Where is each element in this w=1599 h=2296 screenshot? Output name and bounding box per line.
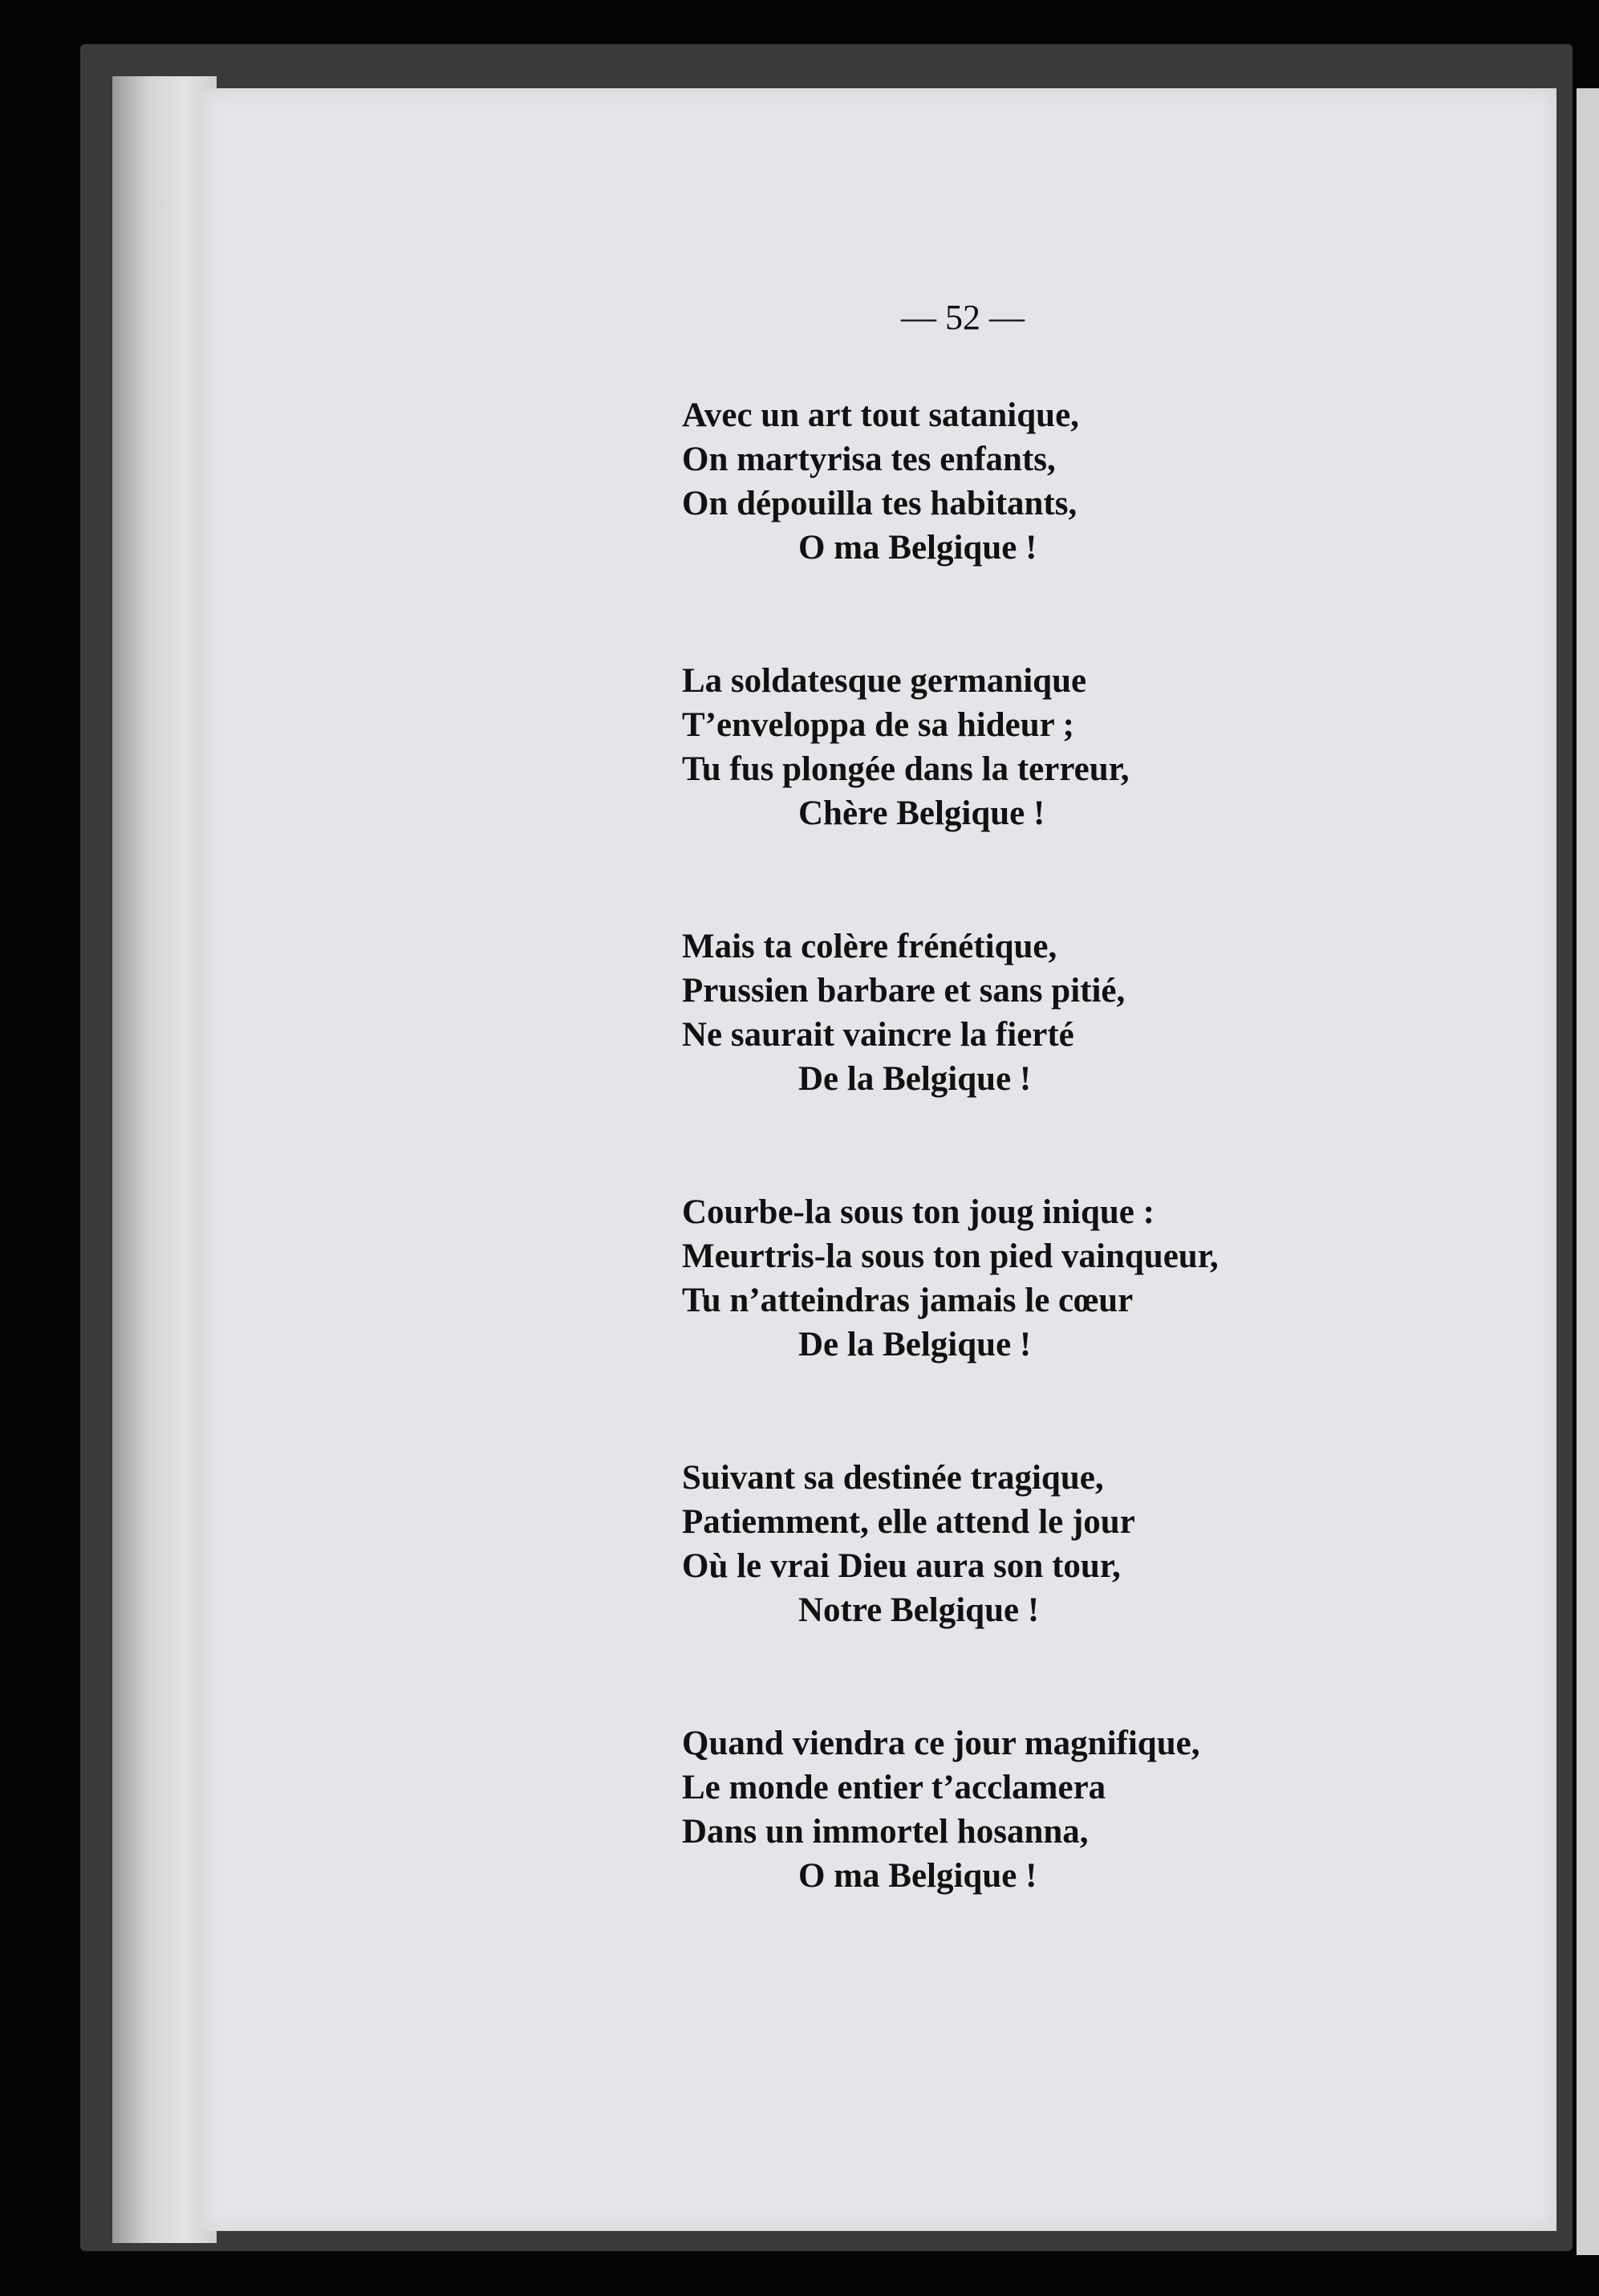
poem-refrain: O ma Belgique ! [798,1857,1037,1895]
poem-line: On dépouilla tes habitants, [682,485,1077,522]
poem-line: Prussien barbare et sans pitié, [682,972,1126,1010]
poem-refrain: Chère Belgique ! [798,794,1045,832]
next-page-edge [1577,88,1599,2255]
poem-line: Suivant sa destinée tragique, [682,1459,1104,1497]
poem-refrain: Notre Belgique ! [798,1591,1040,1629]
poem-refrain: De la Belgique ! [798,1060,1032,1098]
poem-line: Le monde entier t’acclamera [682,1769,1106,1806]
poem-line: La soldatesque germanique [682,662,1087,700]
poem-line: Où le vrai Dieu aura son tour, [682,1547,1121,1585]
stanza [682,393,1219,570]
poem-line: On martyrisa tes enfants, [682,441,1056,478]
stanza [682,1456,1219,1632]
poem-refrain: De la Belgique ! [798,1326,1032,1363]
poem-line: Tu fus plongée dans la terreur, [682,750,1130,788]
poem-line: Avec un art tout satanique, [682,396,1079,434]
poem-line: T’enveloppa de sa hideur ; [682,706,1074,744]
page-number: — 52 — [901,298,1025,337]
poem-line: Courbe-la sous ton joug inique : [682,1193,1155,1231]
stanza [682,659,1219,835]
poem-line: Meurtris-la sous ton pied vainqueur, [682,1237,1219,1275]
poem-line: Ne saurait vaincre la fierté [682,1016,1074,1054]
stanza [682,1190,1219,1367]
poem-line: Quand viendra ce jour magnifique, [682,1725,1200,1762]
poem [682,393,1219,1987]
poem-line: Dans un immortel hosanna, [682,1813,1089,1851]
poem-line: Mais ta colère frénétique, [682,928,1057,965]
poem-line: Tu n’atteindras jamais le cœur [682,1282,1134,1319]
stanza [682,1721,1219,1898]
stanza [682,924,1219,1101]
poem-refrain: O ma Belgique ! [798,529,1037,567]
poem-line: Patiemment, elle attend le jour [682,1503,1135,1541]
